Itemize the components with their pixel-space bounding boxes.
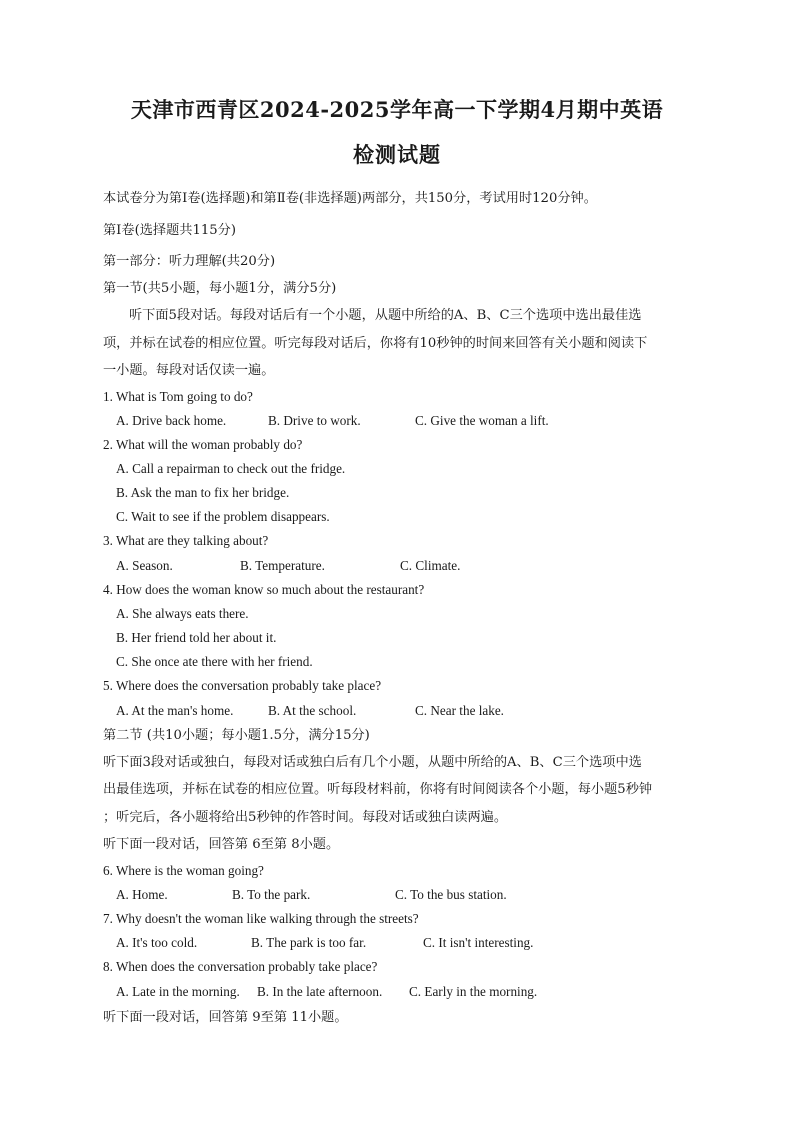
question-7-option-b: B. The park is too far.	[251, 935, 367, 950]
question-8-option-c: C. Early in the morning.	[409, 984, 538, 999]
question-4-option-c: C. She once ate there with her friend.	[116, 654, 313, 669]
question-5-stem: 5. Where does the conversation probably take place?	[103, 678, 382, 693]
question-8-option-b: B. In the late afternoon.	[257, 984, 383, 999]
question-1-option-c: C. Give the woman a lift.	[415, 413, 549, 428]
exam-title: 天津市西青区2024-2025学年高一下学期4月期中英语	[130, 97, 664, 122]
question-4-option-b: B. Her friend told her about it.	[116, 630, 277, 645]
question-2-option-c: C. Wait to see if the problem disappears.	[116, 509, 330, 524]
question-7-option-c: C. It isn't interesting.	[423, 935, 534, 950]
section1-instruction-line: 项，并标在试卷的相应位置。听完每段对话后，你将有10秒钟的时间来回答有关小题和阅读下	[103, 336, 648, 351]
question-7-option-a: A. It's too cold.	[116, 935, 198, 950]
section2-instruction-line: ；听完后，各小题将给出5秒钟的作答时间。每段对话或独白读两遍。	[103, 810, 508, 825]
question-2-option-a: A. Call a repairman to check out the fridge.	[116, 461, 346, 476]
section2-group-instruction: 听下面一段对话，回答第 9至第 11小题。	[103, 1010, 348, 1025]
intro-text: 本试卷分为第Ⅰ卷(选择题)和第Ⅱ卷(非选择题)两部分，共150分，考试用时120分钟。	[103, 191, 597, 206]
section1-heading: 第一节(共5小题，每小题1分，满分5分)	[103, 281, 337, 296]
question-5-option-c: C. Near the lake.	[415, 703, 504, 718]
part-heading: 第一部分：听力理解(共20分)	[103, 254, 276, 269]
section2-instruction-line: 出最佳选项，并标在试卷的相应位置。听每段材料前，你将有时间阅读各个小题，每小题5秒钟	[103, 782, 653, 797]
section2-group-instruction: 听下面一段对话，回答第 6至第 8小题。	[103, 837, 340, 852]
question-4-option-a: A. She always eats there.	[116, 606, 249, 621]
question-3-stem: 3. What are they talking about?	[103, 533, 269, 548]
question-6-option-b: B. To the park.	[232, 887, 311, 902]
question-1-option-b: B. Drive to work.	[268, 413, 361, 428]
question-5-option-a: A. At the man's home.	[116, 703, 234, 718]
section1-instruction-line: 听下面5段对话。每段对话后有一个小题，从题中所给的A、B、C三个选项中选出最佳选	[129, 308, 642, 323]
question-3-option-c: C. Climate.	[400, 558, 461, 573]
question-3-option-b: B. Temperature.	[240, 558, 325, 573]
question-5-option-b: B. At the school.	[268, 703, 357, 718]
question-6-option-c: C. To the bus station.	[395, 887, 507, 902]
question-6-stem: 6. Where is the woman going?	[103, 863, 264, 878]
question-1-stem: 1. What is Tom going to do?	[103, 389, 253, 404]
exam-subtitle: 检测试题	[353, 142, 441, 167]
question-4-stem: 4. How does the woman know so much about the restaurant?	[103, 582, 425, 597]
question-2-stem: 2. What will the woman probably do?	[103, 437, 303, 452]
section2-heading: 第二节 (共10小题；每小题1.5分，满分15分)	[103, 728, 370, 743]
section2-instruction-line: 听下面3段对话或独白，每段对话或独白后有几个小题，从题中所给的A、B、C三个选项中选	[103, 755, 642, 770]
question-8-option-a: A. Late in the morning.	[116, 984, 240, 999]
question-1-option-a: A. Drive back home.	[116, 413, 227, 428]
question-8-stem: 8. When does the conversation probably take place?	[103, 959, 378, 974]
volume-heading: 第Ⅰ卷(选择题共115分)	[103, 223, 236, 238]
question-3-option-a: A. Season.	[116, 558, 173, 573]
question-7-stem: 7. Why doesn't the woman like walking through the streets?	[103, 911, 419, 926]
section1-instruction-line: 一小题。每段对话仅读一遍。	[103, 363, 275, 378]
question-2-option-b: B. Ask the man to fix her bridge.	[116, 485, 290, 500]
question-6-option-a: A. Home.	[116, 887, 168, 902]
